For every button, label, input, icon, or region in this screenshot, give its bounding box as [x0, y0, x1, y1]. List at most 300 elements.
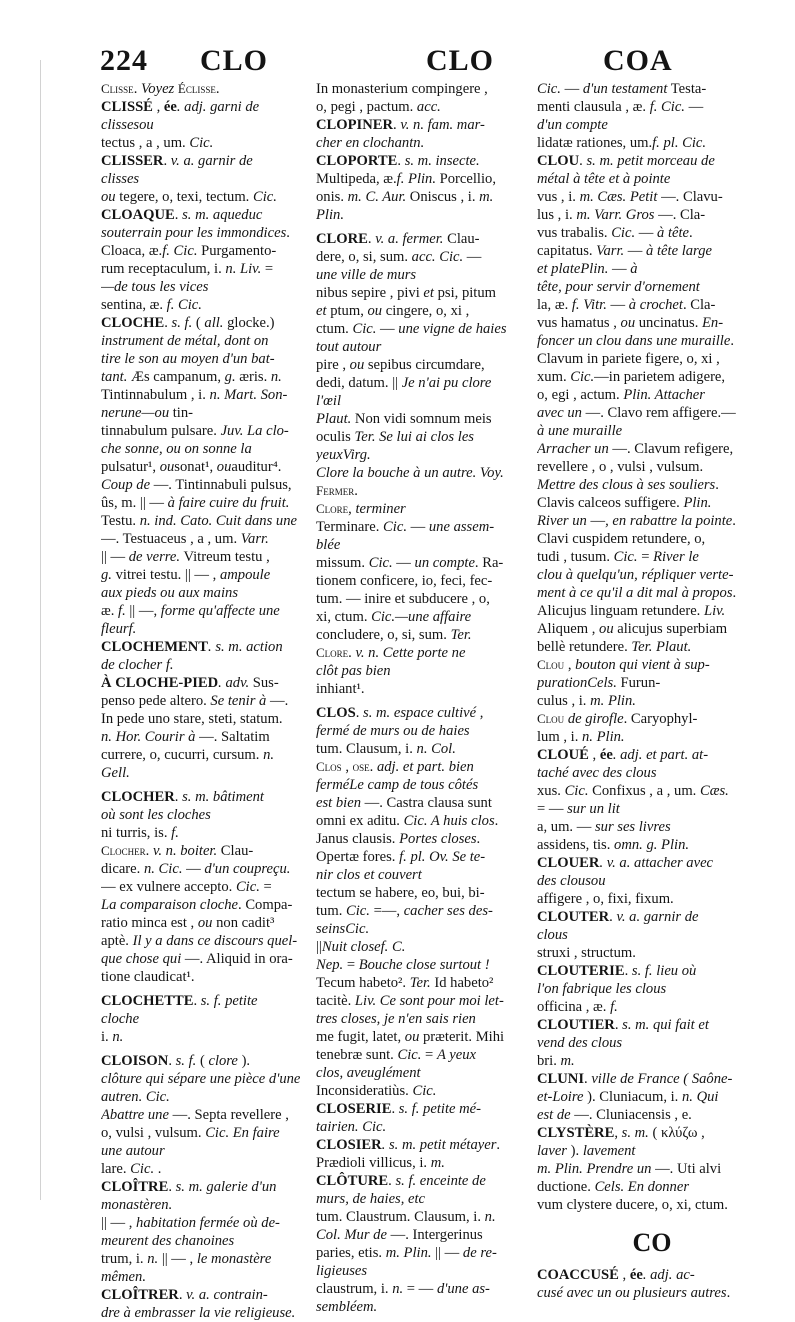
entry-text: xus.	[537, 783, 565, 799]
entry-line	[316, 608, 539, 626]
entry-line	[316, 188, 539, 206]
entry-text: onis.	[316, 189, 348, 205]
entry-text: officina , æ.	[537, 999, 611, 1015]
entry-text: m. Plin.	[385, 1245, 432, 1261]
entry-text: Bouche close surtout !	[358, 957, 490, 973]
entry-text: n. Cic.	[347, 1119, 387, 1135]
entry-text: f. Vitr.	[571, 297, 607, 313]
headword: CLISSÉ	[101, 99, 153, 115]
entry-text: .	[732, 513, 736, 529]
headword: CLOCHE	[101, 315, 165, 331]
entry-line	[316, 80, 539, 98]
entry-text: missum.	[316, 555, 369, 571]
entry-line	[316, 410, 539, 428]
entry-text: Cic.—une affaire	[371, 609, 472, 625]
entry-text: ligieuses	[316, 1263, 368, 1279]
entry-text: paries, etis.	[316, 1245, 386, 1261]
entry-line	[101, 1124, 327, 1142]
entry-line	[316, 266, 539, 284]
entry-text: est de	[537, 1107, 571, 1123]
headword: CLOU	[537, 153, 580, 169]
entry-line	[537, 512, 767, 530]
entry-text: =	[261, 261, 274, 277]
entry-text: à tête large	[646, 243, 712, 259]
entry-text: Cic. En faire	[205, 1125, 280, 1141]
entry-text: une assem-	[428, 519, 495, 535]
entry-text: Ter. Se lui ai clos les	[354, 429, 474, 445]
entry-text: cacher ses des-	[403, 903, 493, 919]
entry-text: s. m. galerie d'un	[175, 1179, 277, 1195]
entry-line	[537, 926, 767, 944]
entry-text: tum. — inire et subducere , o,	[316, 591, 490, 607]
entry-text: —	[376, 321, 399, 337]
entry-text: Cæs.	[699, 783, 729, 799]
entry-text: clôt pas bien	[316, 663, 391, 679]
entry-text: xi, ctum.	[316, 609, 372, 625]
entry-text: à une muraille	[537, 423, 623, 439]
entry-line	[537, 350, 767, 368]
entry-text: o, vulsi , vulsum.	[101, 1125, 206, 1141]
entry-text: s. m. qui fait et	[622, 1017, 709, 1033]
column-left	[101, 80, 327, 1322]
entry-line	[316, 284, 539, 302]
entry-text: all.	[204, 315, 224, 331]
entry-text: ou	[216, 459, 232, 475]
entry-text: ,	[152, 99, 164, 115]
entry-text: Liv. Ce sont pour moi let-	[354, 993, 504, 1009]
entry-text: Clau-	[217, 843, 254, 859]
entry-line	[316, 518, 539, 536]
entry-text: d'une as-	[436, 1281, 490, 1297]
entry-line	[101, 422, 327, 440]
entry-text: —.	[266, 693, 289, 709]
headword: CLUNI	[537, 1071, 585, 1087]
entry-line	[316, 134, 539, 152]
entry-text: —in parietem adigere,	[594, 369, 726, 385]
entry-text: xum.	[537, 369, 571, 385]
entry-line	[316, 848, 539, 866]
entry-text: forme qu'affecte une	[160, 603, 280, 619]
entry-text: tout autour	[316, 339, 382, 355]
entry-line	[537, 476, 767, 494]
entry-text: tant.	[101, 369, 128, 385]
entry-text: Multipeda, æ.	[316, 171, 397, 187]
entry-line	[101, 494, 327, 512]
entry-line	[316, 1118, 539, 1136]
entry-text: de re-	[462, 1245, 497, 1261]
entry-line	[537, 494, 767, 512]
entry-text: .	[609, 909, 617, 925]
entry-text: clos, aveuglément	[316, 1065, 421, 1081]
entry-text: s. f. petite	[200, 993, 258, 1009]
entry-text: Nep.	[316, 957, 344, 973]
entry-text: ou	[139, 117, 154, 133]
entry-line	[316, 1100, 539, 1118]
entry-text: n.	[392, 1281, 404, 1297]
entry-text: = —	[403, 1281, 437, 1297]
entry-text: Coup de	[101, 477, 151, 493]
entry-text: cher en clochant	[316, 135, 414, 151]
entry-line	[101, 260, 327, 278]
sub-headword: ose	[352, 759, 370, 774]
entry-text: In monasterium compingere ,	[316, 81, 488, 97]
entry-line	[316, 992, 539, 1010]
entry-text: yeux	[316, 447, 343, 463]
entry-text: Sus-	[249, 675, 279, 691]
entry-line	[101, 638, 327, 656]
entry-text: v. a. fermer.	[375, 231, 444, 247]
entry-line	[316, 1136, 539, 1154]
entry-text: sur ses livres	[594, 819, 671, 835]
entry-text: =	[421, 1047, 437, 1063]
entry-text: dere, o, si, sum.	[316, 249, 412, 265]
entry-text: o, pegi , pactum.	[316, 99, 417, 115]
entry-text: et	[423, 285, 434, 301]
entry-text: acc. Cic.	[411, 249, 464, 265]
entry-line	[101, 842, 327, 860]
entry-text: ).	[567, 1143, 583, 1159]
entry-line	[316, 830, 539, 848]
entry-text: Tecum habeto².	[316, 975, 410, 991]
entry-line	[316, 1280, 539, 1298]
entry-line	[537, 728, 767, 746]
entry-text: En-	[702, 315, 724, 331]
entry-text: =	[343, 957, 359, 973]
entry-line	[101, 1160, 327, 1178]
entry-line	[537, 710, 767, 728]
entry-text: . s. m. action	[208, 639, 283, 655]
entry-text: cusé avec un ou plusieurs autres	[537, 1285, 727, 1301]
entry-text: Purgamento-	[197, 243, 277, 259]
entry-text: f.	[128, 621, 137, 637]
entry-text: vus , i.	[537, 189, 580, 205]
entry-text: . Caryophyl-	[623, 711, 698, 727]
entry-line	[537, 386, 767, 404]
entry-text: .	[193, 993, 201, 1009]
entry-line	[101, 878, 327, 896]
sub-headword: Clore	[316, 645, 349, 660]
entry-text: —. Clavum refigere,	[608, 441, 734, 457]
entry-text: Ter.	[409, 975, 431, 991]
entry-text: n. Cic.	[143, 861, 183, 877]
entry-line	[101, 896, 327, 914]
entry-text: v. n. Cette porte ne	[355, 645, 466, 661]
entry-text: puration	[537, 675, 588, 691]
entry-text: Col. Mur de	[316, 1227, 387, 1243]
entry-text: .	[215, 81, 220, 97]
entry-line	[316, 1154, 539, 1172]
entry-line	[101, 1106, 327, 1124]
entry-text: dicare.	[101, 861, 144, 877]
entry-text: n.	[147, 1251, 159, 1267]
entry-text: autre	[101, 1089, 132, 1105]
entry-text: præterit. Mihi	[419, 1029, 505, 1045]
entry-text: .	[388, 1173, 396, 1189]
entry-line	[316, 794, 539, 812]
headword: CLOUER	[537, 855, 600, 871]
entry-text: .	[178, 1287, 187, 1303]
entry-line	[316, 500, 539, 518]
entry-text: aux pieds ou aux mains	[101, 585, 239, 601]
entry-text: lidatæ rationes, um.	[537, 135, 653, 151]
entry-text: m.	[430, 1155, 445, 1171]
entry-text: —. Clavu-	[657, 189, 723, 205]
entry-text: ûs, m. || —	[101, 495, 168, 511]
entry-text: f.	[118, 603, 126, 619]
entry-text: de girofle	[567, 711, 624, 727]
entry-text: un compte	[414, 555, 475, 571]
entry-text: Non vidi somnum meis	[351, 411, 492, 427]
entry-text: —. Castra clausa sunt	[361, 795, 492, 811]
entry-text: d'un compte	[537, 117, 608, 133]
entry-text: . adv.	[218, 675, 250, 691]
entry-text: v. n. boiter.	[152, 843, 218, 859]
entry-line	[316, 428, 539, 446]
entry-line	[537, 206, 767, 224]
entry-line	[101, 602, 327, 620]
entry-text: sepibus circumdare,	[364, 357, 485, 373]
entry-text: tione claudicat¹.	[101, 969, 195, 985]
entry-text: Æs campanum,	[127, 369, 221, 385]
entry-line	[537, 1196, 767, 1214]
entry-text: inhiant¹.	[316, 681, 365, 697]
entry-text: clou à quelqu'un, répliquer verte-	[537, 567, 734, 583]
entry-text: . Cla-	[682, 297, 716, 313]
entry-line	[537, 260, 767, 278]
entry-line	[316, 248, 539, 266]
entry-line	[316, 482, 539, 500]
entry-line	[101, 1304, 327, 1322]
entry-line	[537, 242, 767, 260]
entry-text: tête, pour servir d'ornement	[537, 279, 700, 295]
entry-line	[537, 836, 767, 854]
entry-text: .	[494, 813, 499, 829]
running-head-center: CLO	[426, 44, 495, 77]
entry-text: nerune—	[101, 405, 155, 421]
entry-text: tairie	[316, 1119, 348, 1135]
entry-text: A yeux	[436, 1047, 476, 1063]
entry-line	[316, 320, 539, 338]
entry-text: Cic.	[368, 555, 393, 571]
headword: ée	[163, 99, 177, 115]
entry-text: ou	[599, 621, 614, 637]
entry-text: oculis	[316, 429, 355, 445]
entry-text: foncer un clou dans une muraille	[537, 333, 731, 349]
entry-line	[316, 974, 539, 992]
entry-text: f. C.	[380, 939, 406, 955]
entry-text: n. Hor. Courir à	[101, 729, 196, 745]
entry-text: .	[715, 477, 719, 493]
entry-text: Plin. Attacher	[623, 387, 705, 403]
entry-text: Clavi cuspidem retundere, o,	[537, 531, 706, 547]
entry-text: Id habeto²	[430, 975, 494, 991]
entry-line	[537, 314, 767, 332]
entry-text: f. Cic.	[162, 243, 198, 259]
entry-text: tegere, o, texi, tectum.	[115, 189, 253, 205]
entry-line	[316, 116, 539, 134]
entry-text: l'œil	[316, 393, 342, 409]
entry-line	[316, 302, 539, 320]
entry-text: ctum.	[316, 321, 353, 337]
entry-line	[101, 152, 327, 170]
sub-headword: Clisse	[101, 81, 134, 96]
entry-text: s. f.	[171, 315, 193, 331]
entry-text: .	[163, 153, 171, 169]
entry-text: et-Loire	[537, 1089, 584, 1105]
entry-text: —. Uti alvi	[651, 1161, 722, 1177]
entry-text: River un	[537, 513, 587, 529]
entry-line	[101, 1010, 327, 1028]
entry-line	[101, 788, 327, 806]
entry-line	[101, 1142, 327, 1160]
entry-text: n.	[413, 135, 425, 151]
entry-text: d'un testament	[582, 81, 668, 97]
entry-line	[537, 1016, 767, 1034]
entry-line	[316, 920, 539, 938]
entry-text: .	[354, 483, 358, 499]
entry-line	[101, 386, 327, 404]
entry-line	[316, 758, 539, 776]
entry-text: clisses	[101, 117, 140, 133]
entry-text: s. m. insecte.	[404, 153, 480, 169]
entry-line	[101, 206, 327, 224]
entry-line	[537, 458, 767, 476]
page-number: 224	[100, 44, 148, 77]
headword: À CLOCHE-PIED	[101, 675, 219, 691]
headword: CLOCHETTE	[101, 993, 194, 1009]
entry-text: .	[145, 843, 153, 859]
sub-headword: Fermer	[316, 483, 355, 498]
entry-text: ). Cluniacum, i.	[583, 1089, 682, 1105]
entry-text: Plin.	[580, 261, 609, 277]
entry-text: omn. g. Plin.	[614, 837, 690, 853]
entry-text: dedi, datum. ||	[316, 375, 402, 391]
entry-text: rum receptaculum, i.	[101, 261, 226, 277]
entry-line	[537, 404, 767, 422]
entry-line	[316, 446, 539, 464]
entry-line	[537, 530, 767, 548]
entry-text: —. Cluniacensis , e.	[570, 1107, 692, 1123]
entry-text: n. Cic.	[131, 1089, 170, 1105]
entry-line	[101, 116, 327, 134]
entry-text: auditur⁴.	[231, 459, 282, 475]
entry-line	[101, 170, 327, 188]
entry-text: Cloaca, æ.	[101, 243, 163, 259]
entry-line	[101, 566, 327, 584]
entry-text: Tintinnabulum , i.	[101, 387, 210, 403]
entry-text: métal à tête et à pointe	[537, 171, 671, 187]
entry-text: Virg.	[342, 447, 371, 463]
entry-line	[101, 530, 327, 548]
entry-text: sur un lit	[567, 801, 620, 817]
entry-text: assidens, tis.	[537, 837, 615, 853]
entry-line	[101, 656, 327, 674]
entry-line	[316, 1028, 539, 1046]
entry-text: tin-	[169, 405, 194, 421]
entry-text: s. f. enceinte de	[395, 1173, 486, 1189]
scan-shadow-line	[40, 60, 41, 1200]
entry-text: ,	[564, 657, 576, 673]
entry-line	[101, 242, 327, 260]
entry-text: Le camp de tous côtés	[349, 777, 479, 793]
entry-text: Clavis calceos suffigere.	[537, 495, 684, 511]
entry-text: . s. m. petit métayer	[381, 1137, 497, 1153]
entry-line	[537, 1088, 767, 1106]
entry-line	[101, 968, 327, 986]
entry-line	[101, 584, 327, 602]
headword: CLOUÉ	[537, 747, 589, 763]
entry-text: m. Cæs. Petit	[579, 189, 658, 205]
sub-headword: Éclisse	[177, 81, 216, 96]
entry-text: —	[608, 261, 631, 277]
running-head-left: CLO	[200, 44, 269, 77]
entry-text: clore	[208, 1053, 238, 1069]
entry-text: Cic. A huis clos	[403, 813, 495, 829]
entry-text: Nuit close	[321, 939, 381, 955]
entry-line	[316, 1064, 539, 1082]
entry-text: lus , i.	[537, 207, 577, 223]
entry-line	[101, 80, 327, 98]
entry-line	[537, 1070, 767, 1088]
entry-text: affigere , o, fixi, fixum.	[537, 891, 674, 907]
headword: ée	[599, 747, 613, 763]
entry-text: s. m. petit morceau de	[586, 153, 715, 169]
entry-line	[101, 476, 327, 494]
headword: CLOISON	[101, 1053, 169, 1069]
entry-line	[316, 938, 539, 956]
entry-text: tum. Claustrum. Clausum, i.	[316, 1209, 485, 1225]
entry-text: n.	[263, 747, 275, 763]
entry-text: et plate	[537, 261, 581, 277]
entry-line	[316, 740, 539, 758]
entry-text: Confixus , a , um.	[588, 783, 700, 799]
entry-text: m. Plin. Prendre un	[537, 1161, 652, 1177]
headword: CLOSERIE	[316, 1101, 392, 1117]
entry-text: trum, i.	[101, 1251, 148, 1267]
entry-text: ,	[588, 747, 600, 763]
entry-line	[537, 1284, 767, 1302]
entry-text: = —	[537, 801, 568, 817]
entry-text: Prædioli villicus, i.	[316, 1155, 431, 1171]
entry-text: une autour	[101, 1143, 165, 1159]
entry-text: g.	[101, 567, 112, 583]
entry-line	[101, 224, 327, 242]
entry-line	[316, 536, 539, 554]
entry-text: me fugit, latet,	[316, 1029, 405, 1045]
entry-text: .	[393, 117, 401, 133]
entry-text: cingere, o, xi ,	[382, 303, 470, 319]
entry-line	[101, 1214, 327, 1232]
entry-line	[316, 644, 539, 662]
entry-line	[537, 1124, 767, 1142]
entry-text: =	[259, 879, 272, 895]
entry-text: f. pl. Cic.	[652, 135, 707, 151]
entry-text: v. a. garnir de	[616, 909, 699, 925]
entry-text: taché avec des clous	[537, 765, 657, 781]
entry-text: concludere, o, si, sum.	[316, 627, 451, 643]
entry-text: Gell.	[101, 765, 130, 781]
entry-line	[316, 902, 539, 920]
entry-text: Aliquem ,	[537, 621, 600, 637]
entry-line	[316, 680, 539, 698]
entry-text: tionem conficere, io, feci, fec-	[316, 573, 493, 589]
entry-text: Cic.	[189, 135, 214, 151]
entry-text: i.	[101, 1029, 113, 1045]
entry-text: f. Cic.	[166, 297, 202, 313]
headword: CLORE	[316, 231, 368, 247]
entry-text: pulsatur¹,	[101, 459, 160, 475]
entry-line	[101, 98, 327, 116]
